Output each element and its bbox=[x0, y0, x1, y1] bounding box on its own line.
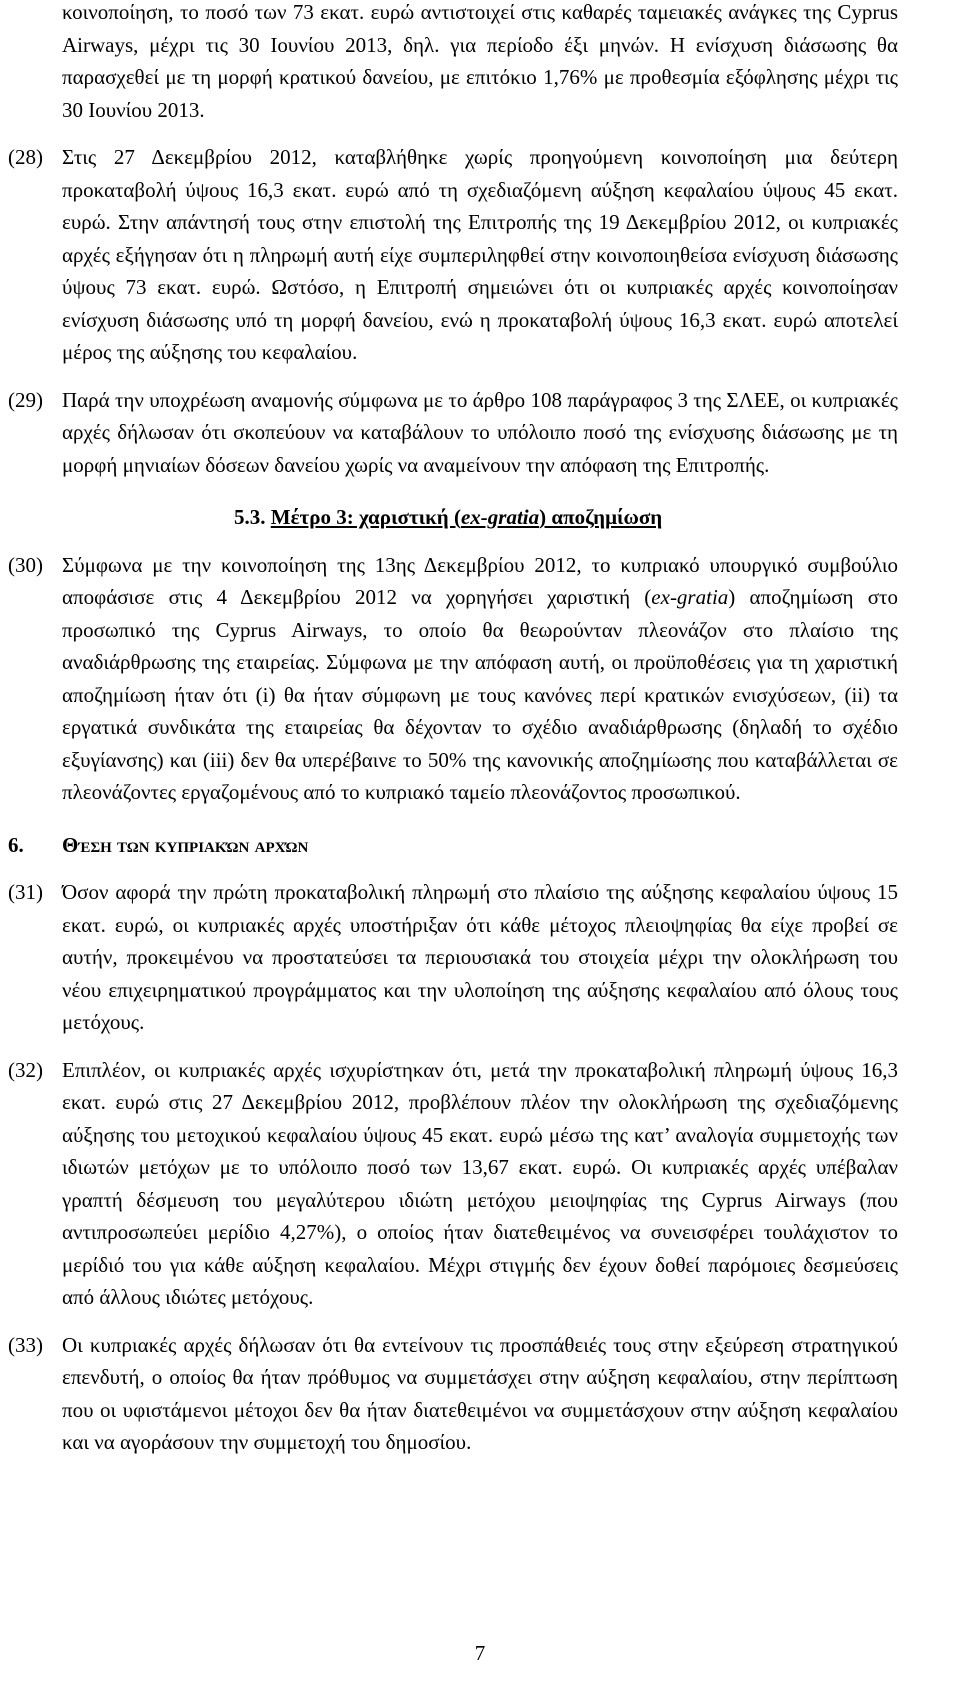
paragraph-text-part: ) αποζημίωση στο προσωπικό της Cyprus Airways, το οποίο θα θεωρούνταν πλεονάζον στο πλαίσιο της αναδιάρθρωσης της εταιρείας. Σύμφωνα με την απόφαση αυτή, οι προϋποθέσεις για τη χαριστική αποζημίωση ήταν ότι (i) θα ήταν σύμφωνη με τους κανόνες περί κρατικών ενισχύσεων, (ii) τα εργατικά συνδικάτα της εταιρείας θα δέχονταν το σχέδιο αναδιάρθρωσης (δηλαδή το σχέδιο εξυγίανσης) και (iii) δεν θα υπερέβαινε το 50% της κανονικής αποζημίωσης που καταβάλλεται σε πλεονάζοντες εργαζομένους από το κυπριακό ταμείο πλεονάζοντος προσωπικού. bbox=[62, 585, 898, 804]
paragraph-number: (33) bbox=[8, 1332, 43, 1357]
intro-text: κοινοποίηση, το ποσό των 73 εκατ. ευρώ αντιστοιχεί στις καθαρές ταμειακές ανάγκες της Cyprus Airways, μέχρι τις 30 Ιουνίου 2013, δηλ. για περίοδο έξι μηνών. Η ενίσχυση διάσωσης θα παρασχεθεί με τη μορφή κρατικού δανείου, με επιτόκιο 1,76% με προθεσμία εξόφλησης μέχρι τις 30 Ιουνίου 2013. bbox=[62, 0, 898, 122]
paragraph-32 bbox=[8, 1054, 898, 1314]
section-heading-5-3 bbox=[234, 501, 898, 534]
section-title bbox=[271, 505, 662, 529]
section-title-part: ) αποζημίωση bbox=[539, 505, 663, 529]
section-title-part: Μέτρο 3: χαριστική ( bbox=[270, 505, 461, 529]
paragraph-number: (29) bbox=[8, 387, 43, 412]
section-number: 6. bbox=[8, 832, 24, 857]
section-number: 5.3. bbox=[234, 505, 266, 529]
paragraph-number: (31) bbox=[8, 880, 43, 904]
paragraph-30 bbox=[8, 549, 898, 809]
paragraph-number: (30) bbox=[8, 552, 43, 577]
paragraph-text: Στις 27 Δεκεμβρίου 2012, καταβλήθηκε χωρίς προηγούμενη κοινοποίηση μια δεύτερη προκαταβολή ύψους 16,3 εκατ. ευρώ από τη σχεδιαζόμενη αύξηση κεφαλαίου ύψους 45 εκατ. ευρώ. Στην απάντησή τους στην επιστολή της Επιτροπής της 19 Δεκεμβρίου 2012, οι κυπριακές αρχές εξήγησαν ότι η πληρωμή αυτή είχε συμπεριληφθεί στην κοινοποιηθείσα ενίσχυση διάσωσης ύψους 73 εκατ. ευρώ. Ωστόσο, η Επιτροπή σημειώνει ότι οι κυπριακές αρχές κοινοποίησαν ενίσχυση διάσωσης υπό τη μορφή δανείου, ενώ η προκαταβολή ύψους 16,3 εκατ. ευρώ αποτελεί μέρος της αύξησης του κεφαλαίου. bbox=[62, 145, 898, 364]
paragraph-28 bbox=[8, 141, 898, 369]
page-number: 7 bbox=[474, 1641, 486, 1665]
paragraph-text: Επιπλέον, οι κυπριακές αρχές ισχυρίστηκαν ότι, μετά την προκαταβολική πληρωμή ύψους 16,3 εκατ. ευρώ στις 27 Δεκεμβρίου 2012, προβλέπουν πλέον την ολοκλήρωση της σχεδιαζόμενης αύξησης του μετοχικού κεφαλαίου ύψους 45 εκατ. ευρώ μέσω της κατ’ αναλογία συμμετοχής των ιδιωτών μετόχων με το υπόλοιπο ποσό των 13,67 εκατ. ευρώ. Οι κυπριακές αρχές υπέβαλαν γραπτή δέσμευση του μεγαλύτερου ιδιώτη μετόχου μειοψηφίας της Cyprus Airways (που αντιπροσωπεύει μερίδιο 4,27%), ο οποίος ήταν διατεθειμένος να συνεισφέρει τουλάχιστον το μερίδιό του για κάθε αύξηση κεφαλαίου. Μέχρι στιγμής δεν έχουν δοθεί παρόμοιες δεσμεύσεις από άλλους ιδιώτες μετόχους. bbox=[62, 1057, 898, 1309]
section-title: Θέση των κυπριακών αρχών bbox=[62, 832, 309, 857]
section-heading-6 bbox=[8, 829, 898, 862]
intro-paragraph-continuation bbox=[62, 0, 898, 126]
paragraph-number: (28) bbox=[8, 145, 43, 169]
paragraph-text bbox=[62, 549, 898, 809]
paragraph-29 bbox=[8, 384, 898, 482]
paragraph-31 bbox=[8, 876, 898, 1039]
paragraph-text: Όσον αφορά την πρώτη προκαταβολική πληρωμή στο πλαίσιο της αύξησης κεφαλαίου ύψους 15 εκατ. ευρώ, οι κυπριακές αρχές υποστήριξαν ότι κάθε μέτοχος πλειοψηφίας θα είχε προβεί σε αυτήν, προκειμένου να προστατεύσει τα περιουσιακά του στοιχεία μέχρι την ολοκλήρωση του νέου επιχειρηματικού προγράμματος και την υλοποίηση της αύξησης κεφαλαίου από όλους τους μετόχους. bbox=[62, 880, 898, 1034]
paragraph-text-part: Σύμφωνα με την κοινοποίηση της 13ης Δεκεμβρίου 2012, το κυπριακό υπουργικό συμβούλιο αποφάσισε στις 4 Δεκεμβρίου 2012 να χορηγήσει χαριστική ( bbox=[62, 552, 898, 609]
section-title-italic: ex-gratia bbox=[460, 505, 540, 529]
paragraph-number: (32) bbox=[8, 1057, 43, 1082]
paragraph-text: Παρά την υποχρέωση αναμονής σύμφωνα με το άρθρο 108 παράγραφος 3 της ΣΛΕΕ, οι κυπριακές αρχές δήλωσαν ότι σκοπεύουν να καταβάλουν το υπόλοιπο ποσό της ενίσχυσης διάσωσης με τη μορφή μηνιαίων δόσεων δανείου χωρίς να αναμείνουν την απόφαση της Επιτροπής. bbox=[62, 387, 898, 477]
paragraph-text-italic: ex-gratia bbox=[651, 585, 729, 609]
paragraph-text: Οι κυπριακές αρχές δήλωσαν ότι θα εντείνουν τις προσπάθειές τους στην εξεύρεση στρατηγικού επενδυτή, ο οποίος θα ήταν πρόθυμος να συμμετάσχει στην αύξηση κεφαλαίου, στην περίπτωση που οι υφιστάμενοι μέτοχοι δεν θα ήταν διατεθειμένοι να συμμετάσχουν στην αύξηση κεφαλαίου και να αγοράσουν την συμμετοχή του δημοσίου. bbox=[62, 1332, 898, 1454]
paragraph-33 bbox=[8, 1329, 898, 1459]
